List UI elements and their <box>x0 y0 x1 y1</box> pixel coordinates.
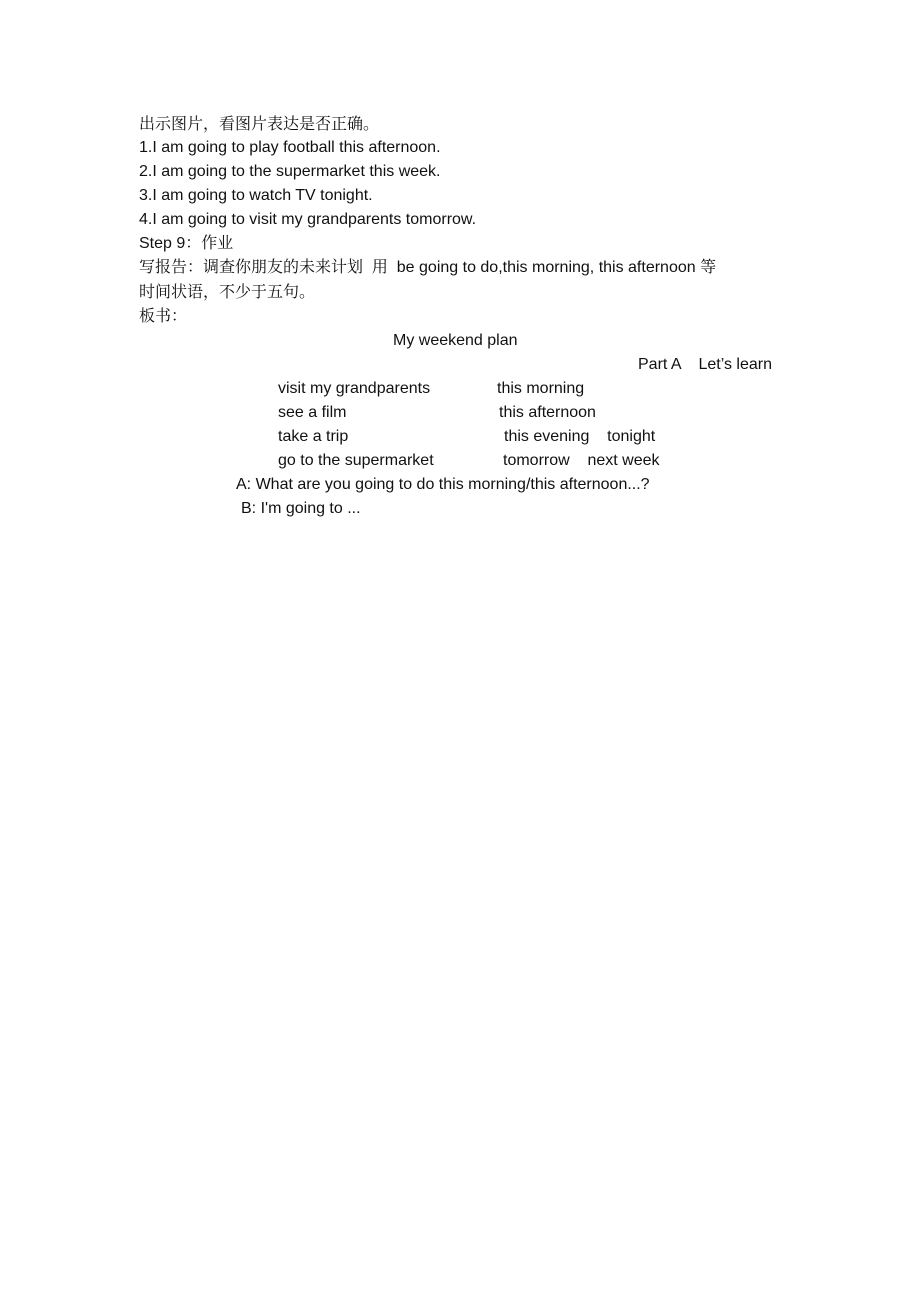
board-title: My weekend plan <box>393 332 518 349</box>
board-subtitle: Part A Let’s learn <box>638 356 773 373</box>
sentence-2: 2.I am going to the supermarket this week. <box>139 163 441 180</box>
sentence-4: 4.I am going to visit my grandparents tomorrow. <box>139 211 477 228</box>
phrase-3: take a trip <box>278 428 349 445</box>
time-3: this evening tonight <box>504 428 656 445</box>
time-2: this afternoon <box>499 404 596 421</box>
phrase-2: see a film <box>278 404 347 421</box>
dialog-b: B: I'm going to ... <box>241 500 361 517</box>
phrase-4: go to the supermarket <box>278 452 434 469</box>
homework-line-2: 时间状语，不少于五句。 <box>139 282 316 301</box>
homework-line-1: 写报告：调查你朋友的未来计划 用 be going to do,this morning, this afternoon 等 <box>139 259 717 276</box>
step9-heading: Step 9：作业 <box>139 235 234 252</box>
phrase-1: visit my grandparents <box>278 380 431 397</box>
intro-text: 出示图片，看图片表达是否正确。 <box>139 114 380 133</box>
sentence-3: 3.I am going to watch TV tonight. <box>139 187 373 204</box>
dialog-a: A: What are you going to do this morning/this afternoon...? <box>236 476 650 493</box>
time-1: this morning <box>497 380 585 397</box>
sentence-1: 1.I am going to play football this afternoon. <box>139 139 441 156</box>
board-label: 板书： <box>139 306 188 325</box>
time-4: tomorrow next week <box>503 452 660 469</box>
